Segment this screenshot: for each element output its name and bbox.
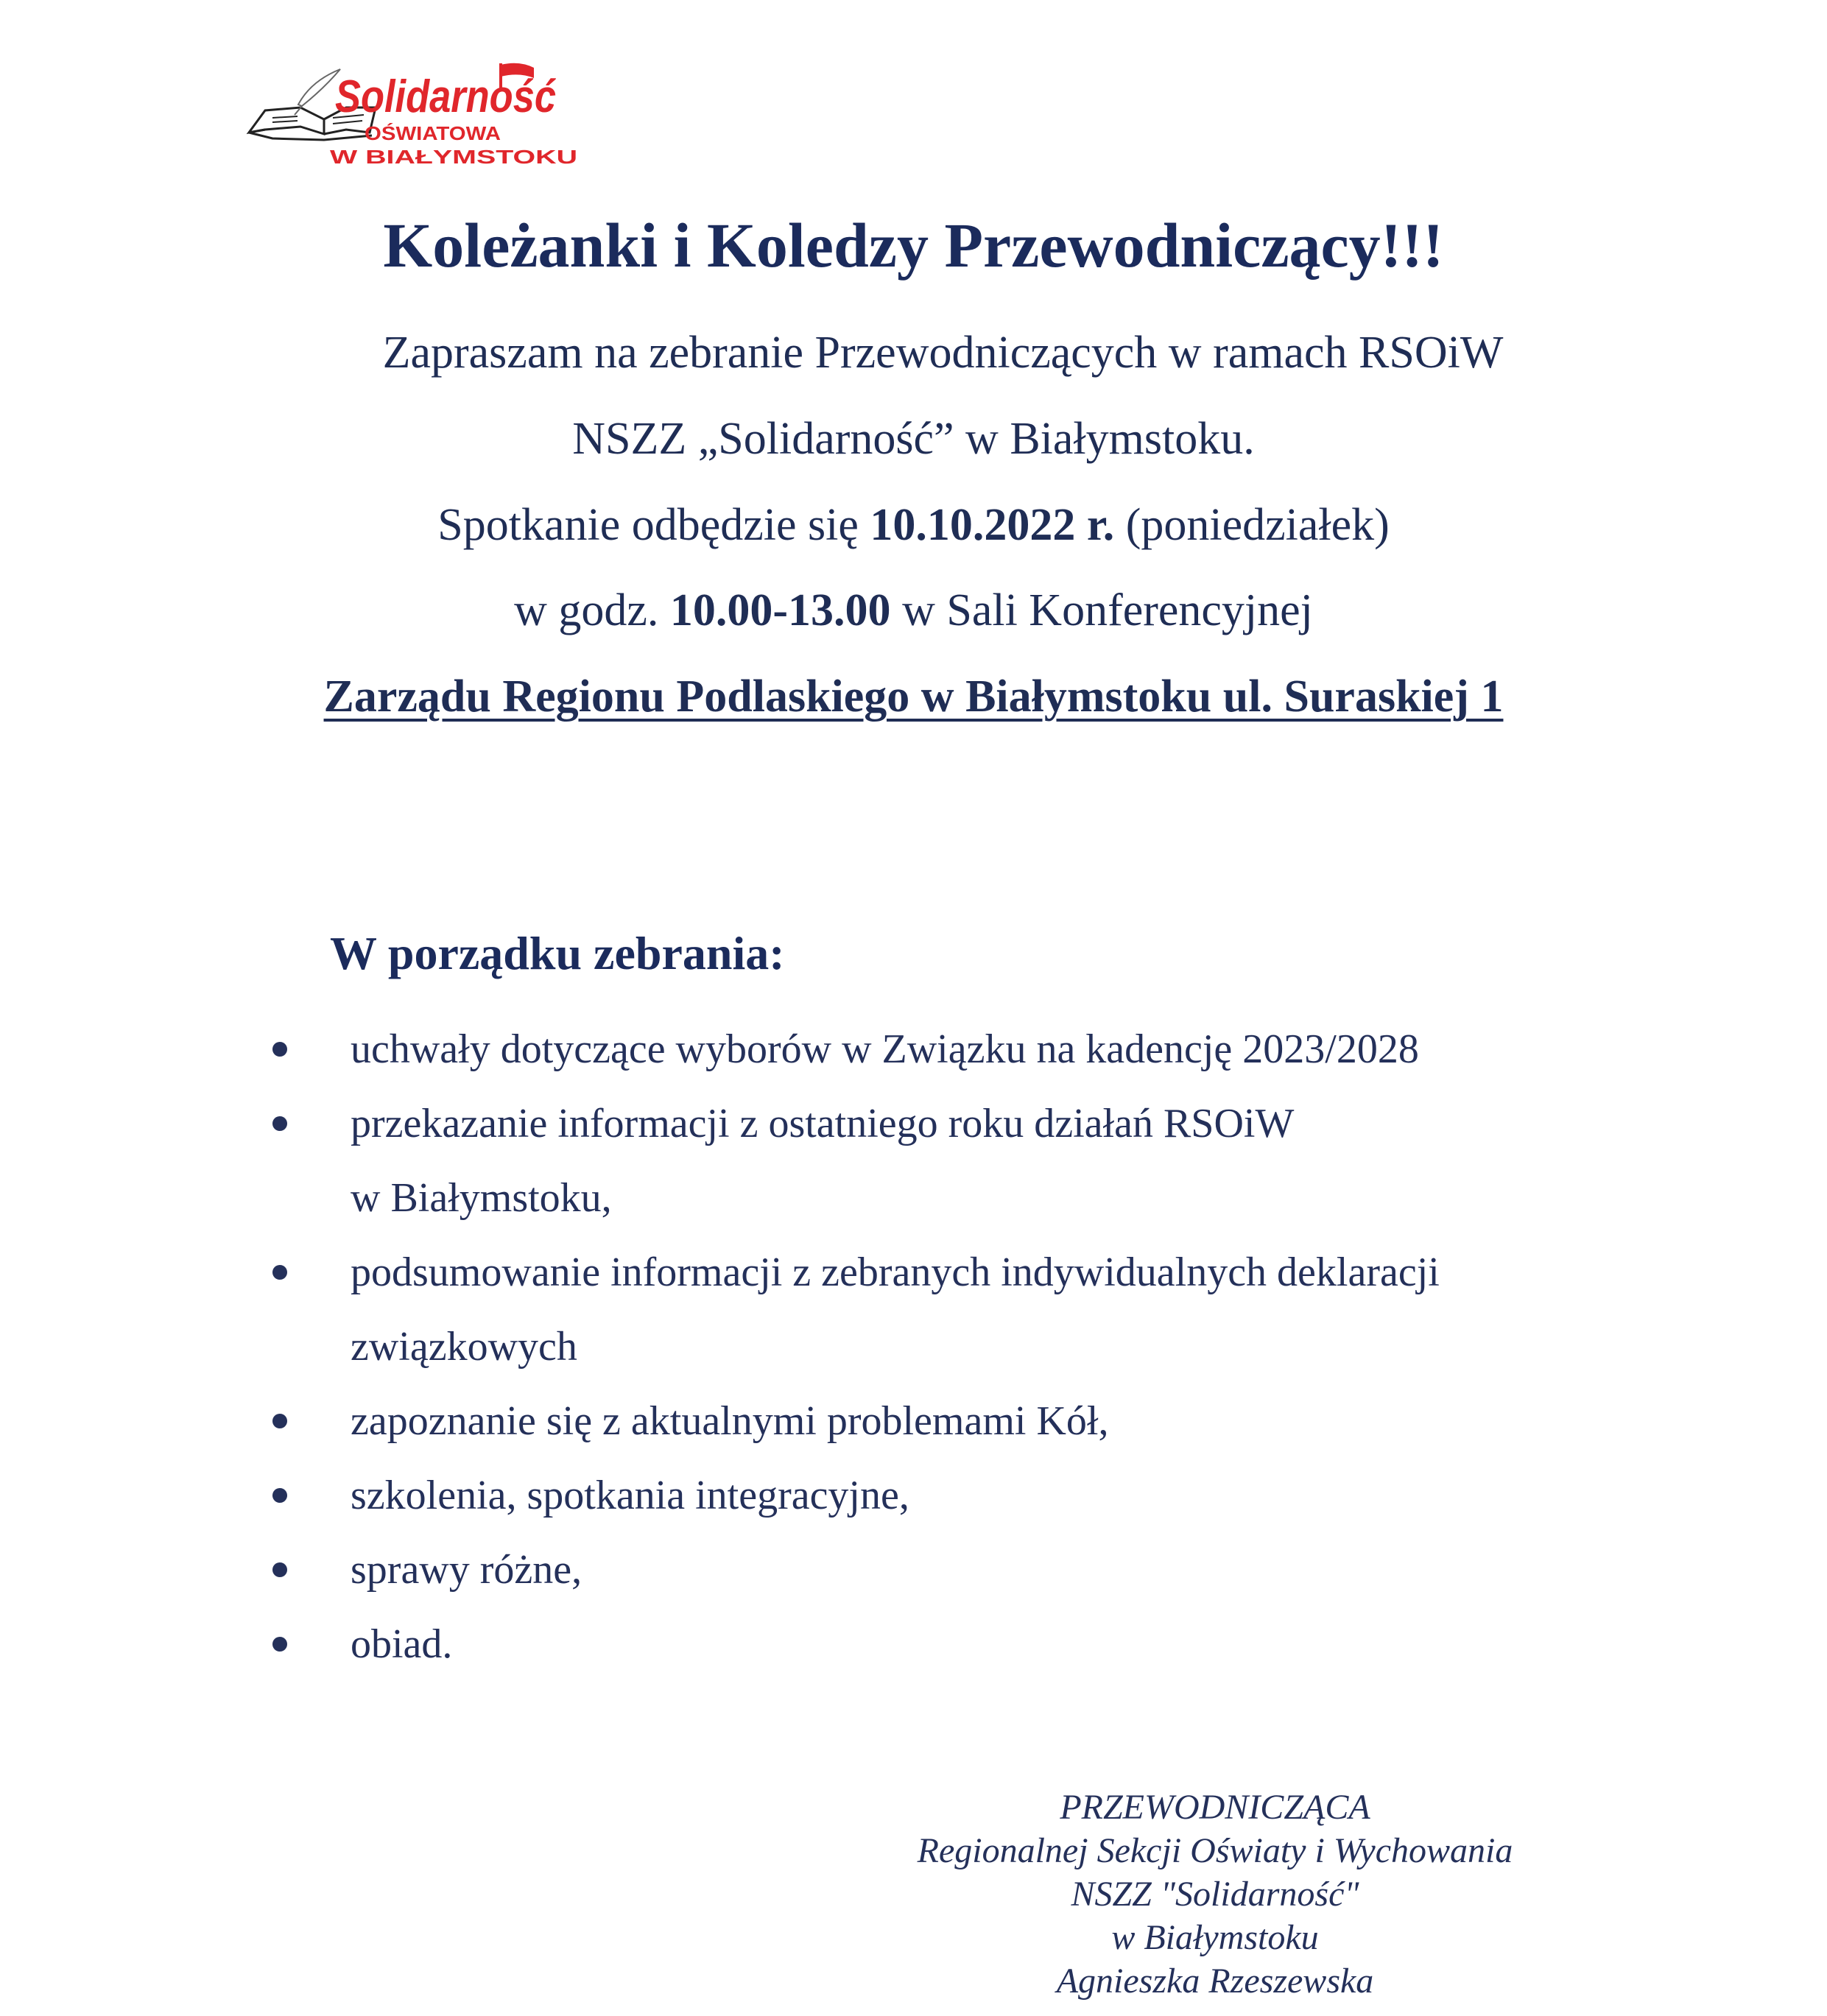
agenda-item-text: przekazanie informacji z ostatniego roku działań RSOiW (351, 1101, 1295, 1146)
bullet-icon (272, 1265, 287, 1280)
logo-wordmark: Solidarność (335, 71, 557, 122)
agenda-item-text: zapoznanie się z aktualnymi problemami Kół, (351, 1398, 1109, 1444)
meeting-prefix: Spotkanie odbędzie się (437, 500, 870, 550)
logo-line-2: W BIAŁYMSTOKU (330, 146, 577, 168)
intro-line-4 (0, 585, 1827, 635)
meeting-date: 10.10.2022 r. (870, 500, 1115, 550)
venue-address: Zarządu Regionu Podlaskiego w Białymstoku ul. Suraskiej 1 (323, 672, 1504, 722)
agenda-item (272, 1012, 1440, 1087)
solidarnosc-logo (243, 59, 589, 169)
intro-line-3 (0, 502, 1827, 548)
intro-line-2: NSZZ „Solidarność” w Białymstoku. (572, 414, 1255, 464)
bullet-icon (272, 1116, 287, 1131)
signature-org: Regionalnej Sekcji Oświaty i Wychowania (917, 1831, 1513, 1870)
agenda-item (272, 1384, 1440, 1459)
agenda-item-text: szkolenia, spotkania integracyjne, (351, 1473, 909, 1518)
signature-role: PRZEWODNICZĄCA (1060, 1788, 1370, 1827)
signature-block (825, 1786, 1605, 2003)
meeting-time: 10.00-13.00 (669, 585, 891, 635)
signature-city: w Białymstoku (1111, 1918, 1319, 1957)
agenda-item-continuation: w Białymstoku, (351, 1175, 612, 1221)
agenda-item (272, 1087, 1440, 1236)
time-prefix: w godz. (514, 585, 670, 635)
agenda-item-text: obiad. (351, 1621, 453, 1667)
signature-union: NSZZ "Solidarność" (1071, 1875, 1359, 1914)
intro-line-1: Zapraszam na zebranie Przewodniczących w ramach RSOiW (382, 328, 1504, 378)
agenda-heading: W porządku zebrania: (330, 927, 785, 979)
agenda-item-text: sprawy różne, (351, 1547, 582, 1593)
signature-name: Agnieszka Rzeszewska (1056, 1962, 1374, 2001)
agenda-item-continuation: związkowych (351, 1324, 577, 1370)
agenda-list (272, 1012, 1440, 1682)
bullet-icon (272, 1042, 287, 1057)
agenda-item-text: podsumowanie informacji z zebranych indywidualnych deklaracji (351, 1250, 1440, 1295)
bullet-icon (272, 1488, 287, 1503)
bullet-icon (272, 1637, 287, 1652)
agenda-item (272, 1459, 1440, 1533)
bullet-icon (272, 1414, 287, 1428)
agenda-item-text: uchwały dotyczące wyborów w Związku na kadencję 2023/2028 (351, 1026, 1419, 1072)
bullet-icon (272, 1562, 287, 1577)
page-title: Koleżanki i Koledzy Przewodniczący!!! (383, 210, 1444, 281)
agenda-item (272, 1533, 1440, 1607)
venue-prefix: w Sali Konferencyjnej (890, 585, 1313, 635)
logo-line-1: OŚWIATOWA (365, 122, 501, 144)
meeting-weekday: (poniedziałek) (1114, 500, 1390, 550)
agenda-item (272, 1607, 1440, 1682)
agenda-item (272, 1236, 1440, 1384)
